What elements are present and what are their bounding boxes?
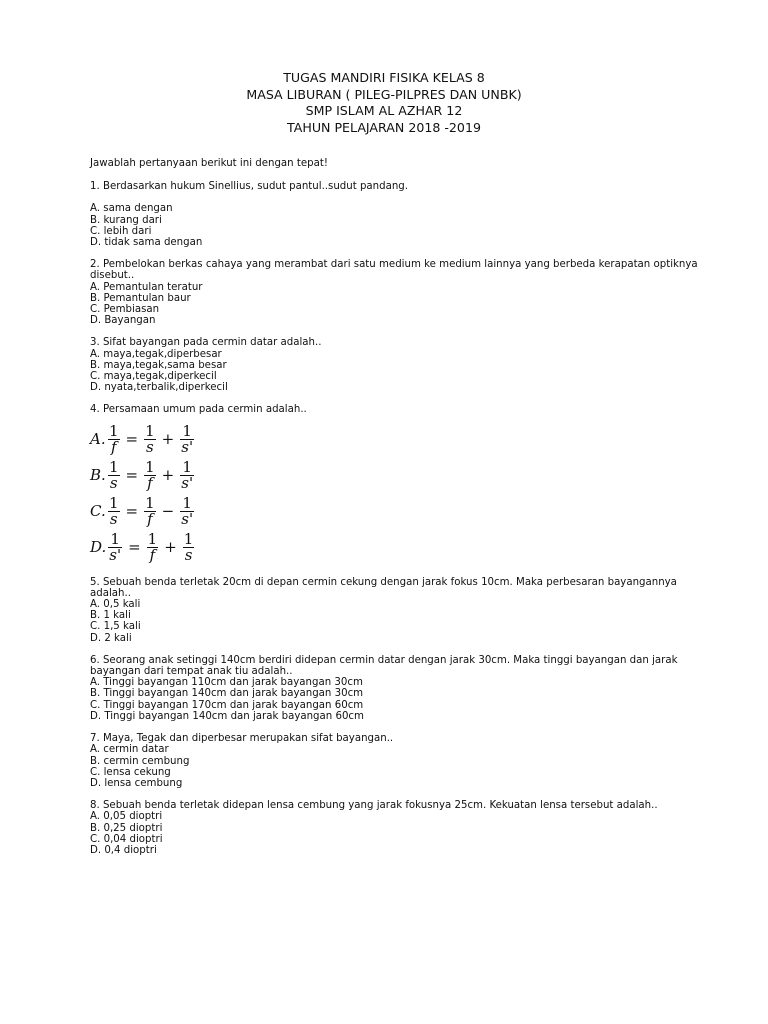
option-a: A. 0,5 kali	[90, 599, 141, 611]
option-c: C. 0,04 dioptri	[90, 833, 163, 845]
formula-label: C.	[90, 502, 106, 521]
question-8	[90, 800, 710, 856]
option-b: B. 0,25 dioptri	[90, 822, 163, 834]
operator-sign: −	[161, 502, 175, 521]
question-stem: 1. Berdasarkan hukum Sinellius, sudut pantul..sudut pandang.	[90, 181, 409, 193]
document-header	[0, 70, 768, 136]
operator-sign: +	[161, 466, 175, 485]
option-d: D. lensa cembung	[90, 777, 183, 789]
question-7	[90, 733, 710, 789]
fraction: $\frac{1}{f}$	[145, 494, 155, 529]
instruction-text: Jawablah pertanyaan berikut ini dengan tepat!	[90, 158, 328, 169]
option-a: A. 0,05 dioptri	[90, 811, 163, 823]
operator-sign: +	[164, 538, 177, 557]
formula-option-a	[90, 422, 710, 458]
header-school: SMP ISLAM AL AZHAR 12	[305, 103, 463, 118]
equals-sign: =	[125, 430, 139, 449]
question-stem: 4. Persamaan umum pada cermin adalah..	[90, 404, 307, 416]
fraction: $\frac{1}{f}$	[145, 458, 155, 493]
formula-option-b	[90, 458, 710, 494]
equals-sign: =	[125, 502, 139, 521]
question-stem: 5. Sebuah benda terletak 20cm di depan cermin cekung dengan jarak fokus 10cm. Maka perbesaran bayangannya adalah..	[90, 576, 677, 599]
question-stem: 6. Seorang anak setinggi 140cm berdiri didepan cermin datar dengan jarak 30cm. Maka tinggi bayangan dan jarak bayangan dari tempat anak tiu adalah..	[90, 654, 678, 678]
option-b: B. maya,tegak,sama besar	[90, 359, 227, 371]
option-d: D. nyata,terbalik,diperkecil	[90, 382, 228, 394]
formula-option-d	[90, 530, 710, 566]
option-b: B. Pemantulan baur	[90, 292, 191, 304]
formula-label: D.	[90, 538, 107, 557]
option-c: C. maya,tegak,diperkecil	[90, 371, 217, 383]
question-stem: 2. Pembelokan berkas cahaya yang merambat dari satu medium ke medium lainnya yang berbeda kerapatan optiknya disebut..	[90, 259, 698, 282]
fraction: $\frac{1}{f}$	[147, 530, 158, 565]
fraction: $\frac{1}{s}$	[109, 458, 119, 493]
option-a: A. Tinggi bayangan 110cm dan jarak bayangan 30cm	[90, 677, 363, 689]
option-a: A. Pemantulan teratur	[90, 281, 203, 293]
option-d: D. 2 kali	[90, 632, 132, 644]
option-c: C. 1,5 kali	[90, 621, 141, 633]
question-stem: 7. Maya, Tegak dan diperbesar merupakan sifat bayangan..	[90, 733, 394, 745]
option-c: C. lensa cekung	[90, 766, 171, 778]
fraction: $\frac{1}{s'}$	[109, 530, 122, 565]
operator-sign: +	[161, 430, 175, 449]
fraction: $\frac{1}{s}$	[183, 530, 194, 565]
option-a: A. sama dengan	[90, 203, 173, 215]
fraction: $\frac{1}{s'}$	[181, 422, 194, 457]
formula-label: B.	[90, 466, 106, 485]
question-2	[90, 259, 710, 326]
formula-label: A.	[90, 430, 106, 449]
option-c: C. Pembiasan	[90, 304, 160, 316]
question-stem: 3. Sifat bayangan pada cermin datar adalah..	[90, 337, 322, 349]
question-stem: 8. Sebuah benda terletak didepan lensa cembung yang jarak fokusnya 25cm. Kekuatan lensa tersebut adalah..	[90, 800, 658, 812]
fraction: $\frac{1}{s'}$	[181, 458, 194, 493]
fraction: $\frac{1}{s}$	[145, 422, 155, 457]
question-4	[90, 404, 710, 565]
fraction: $\frac{1}{s'}$	[181, 494, 194, 529]
option-b: B. 1 kali	[90, 610, 131, 622]
header-year: TAHUN PELAJARAN 2018 -2019	[287, 119, 481, 135]
header-title: TUGAS MANDIRI FISIKA KELAS 8	[283, 70, 485, 85]
question-5	[90, 577, 710, 644]
equals-sign: =	[128, 538, 141, 557]
question-3	[90, 337, 710, 393]
document-body	[90, 158, 710, 867]
question-1	[90, 181, 710, 248]
option-a: A. maya,tegak,diperbesar	[90, 348, 222, 360]
option-a: A. cermin datar	[90, 744, 169, 756]
option-d: D. 0,4 dioptri	[90, 844, 157, 856]
option-b: B. Tinggi bayangan 140cm dan jarak bayangan 30cm	[90, 688, 364, 700]
option-c: C. Tinggi bayangan 170cm dan jarak bayangan 60cm	[90, 699, 364, 711]
question-6	[90, 655, 710, 722]
option-d: D. tidak sama dengan	[90, 237, 203, 249]
option-d: D. Tinggi bayangan 140cm dan jarak bayangan 60cm	[90, 710, 364, 722]
option-d: D. Bayangan	[90, 315, 156, 327]
formula-options	[90, 422, 710, 566]
formula-option-c	[90, 494, 710, 530]
option-c: C. lebih dari	[90, 225, 152, 237]
equals-sign: =	[125, 466, 139, 485]
header-subtitle: MASA LIBURAN ( PILEG-PILPRES DAN UNBK)	[246, 86, 522, 102]
option-b: B. cermin cembung	[90, 755, 190, 767]
fraction: $\frac{1}{f}$	[109, 422, 119, 457]
option-b: B. kurang dari	[90, 214, 162, 226]
fraction: $\frac{1}{s}$	[109, 494, 119, 529]
